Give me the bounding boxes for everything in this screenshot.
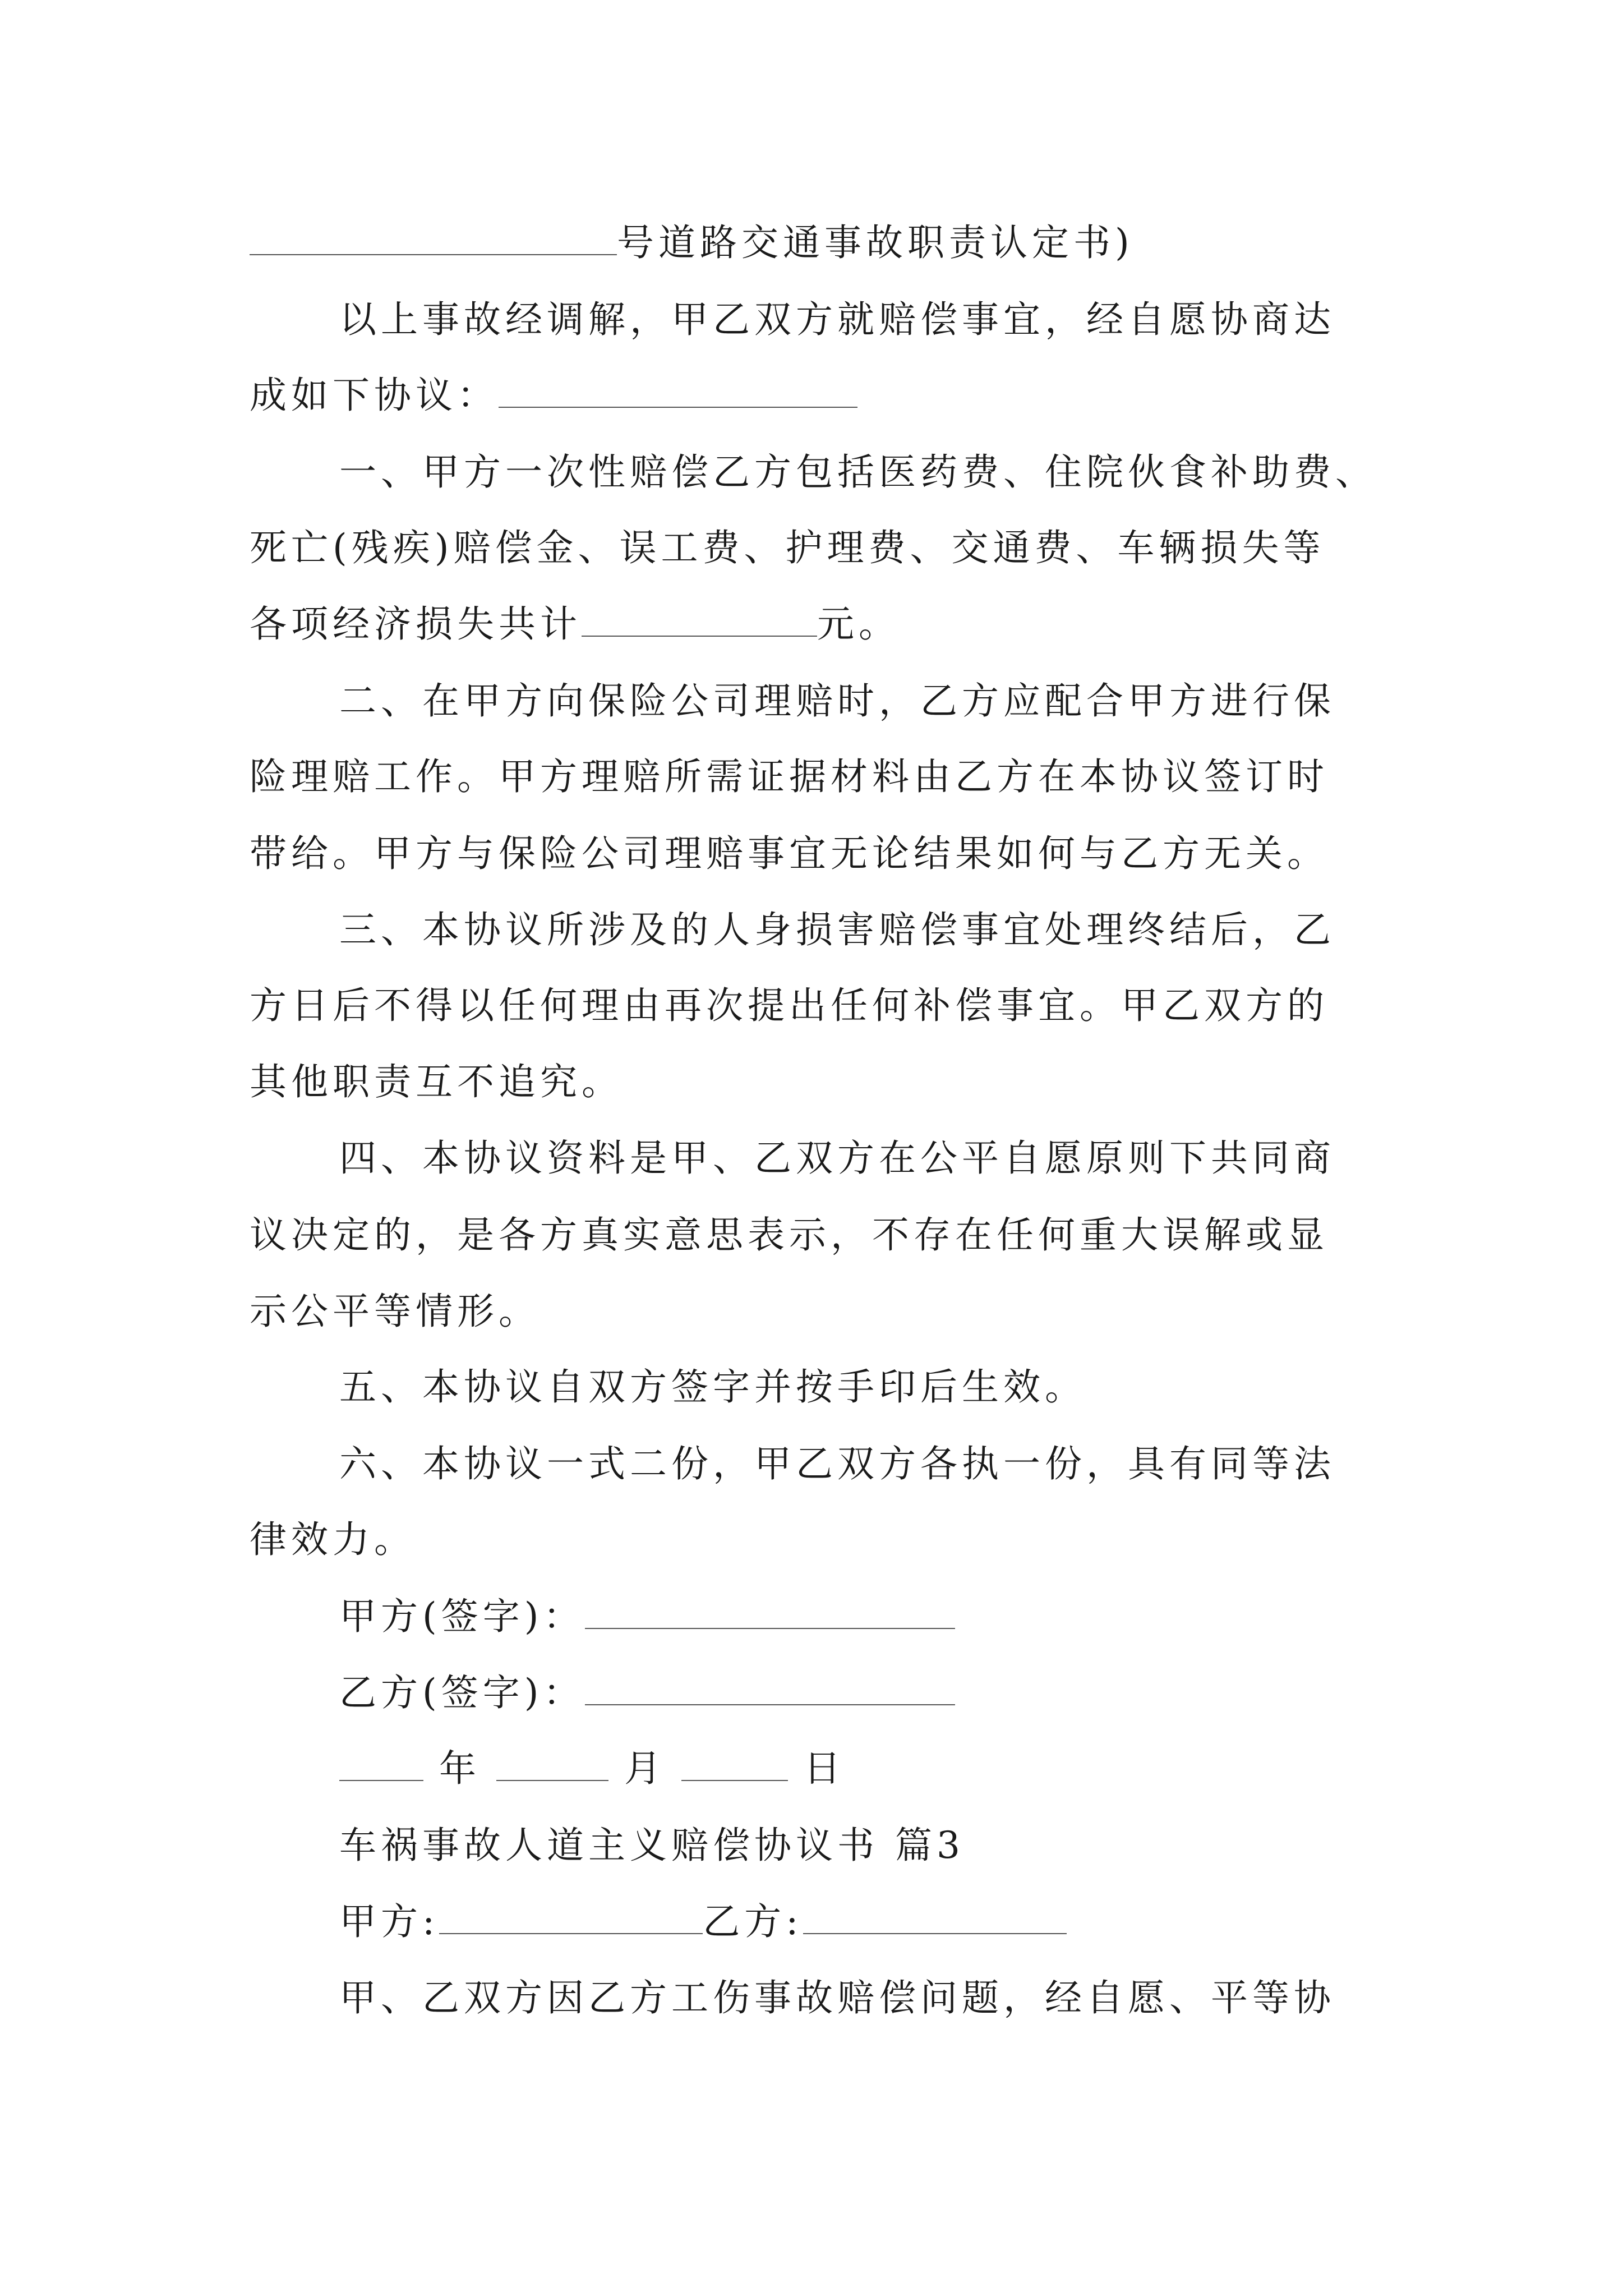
report-number-blank [250,220,617,255]
party-a-signature-line [339,1591,955,1642]
clause2-line-1: 二、在甲方向保险公司理赔时，乙方应配合甲方进行保 [339,679,1335,723]
intro-line-1: 以上事故经调解，甲乙双方就赔偿事宜，经自愿协商达 [339,298,1335,341]
clause4-line-3: 示公平等情形。 [250,1290,540,1333]
clause4-line-2: 议决定的，是各方真实意思表示，不存在任何重大误解或显 [250,1213,1329,1257]
year-label: 年 [439,1747,481,1790]
intro-line-2 [250,370,857,421]
clause4-line-1: 四、本协议资料是甲、乙双方在公平自愿原则下共同商 [339,1137,1335,1180]
clause2-line-2: 险理赔工作。甲方理赔所需证据材料由乙方在本协议签订时 [250,755,1329,798]
section3-title: 车祸事故人道主义赔偿协议书 篇3 [339,1824,965,1867]
accident-report-line [250,218,1134,268]
clause6-line-1: 六、本协议一式二份，甲乙双方各执一份，具有同等法 [339,1442,1335,1485]
clause3-line-3: 其他职责互不追究。 [250,1060,623,1103]
party-b-blank [803,1899,1067,1934]
party-a-blank [439,1899,703,1934]
clause2-line-3: 带给。甲方与保险公司理赔事宜无论结果如何与乙方无关。 [250,832,1329,875]
last-para-line-1: 甲、乙双方因乙方工伤事故赔偿问题，经自愿、平等协 [339,1976,1335,2019]
day-blank [681,1746,788,1781]
clause1-line-1: 一、甲方一次性赔偿乙方包括医药费、住院伙食补助费、 [339,450,1377,494]
report-title-text: 号道路交通事故职责认定书) [617,221,1134,264]
party-b-label: 乙方: [703,1900,803,1943]
party-b-signature-blank [585,1671,955,1705]
party-a-signature-blank [585,1594,955,1629]
clause1-line-3-prefix: 各项经济损失共计 [250,602,582,646]
party-a-signature-label: 甲方(签字)： [339,1595,585,1638]
month-blank [496,1746,608,1781]
party-a-label: 甲方: [339,1900,440,1943]
party-b-signature-line [339,1668,955,1718]
clause5-line-1: 五、本协议自双方签字并按手印后生效。 [339,1365,1086,1409]
parties-line [339,1897,1067,1947]
year-blank [339,1746,423,1781]
date-line [339,1743,845,1794]
intro-line-2-text: 成如下协议： [250,374,499,417]
clause1-line-2: 死亡(残疾)赔偿金、误工费、护理费、交通费、车辆损失等 [250,526,1325,569]
clause1-line-3 [250,599,900,650]
clause3-line-1: 三、本协议所涉及的人身损害赔偿事宜处理终结后，乙 [339,908,1335,951]
amount-blank [582,602,817,637]
clause1-line-3-suffix: 元。 [817,602,900,646]
party-b-signature-label: 乙方(签字)： [339,1671,585,1714]
month-label: 月 [624,1747,666,1790]
day-label: 日 [804,1747,845,1790]
agreement-blank [499,373,857,408]
clause6-line-2: 律效力。 [250,1518,416,1561]
clause3-line-2: 方日后不得以任何理由再次提出任何补偿事宜。甲乙双方的 [250,984,1329,1027]
